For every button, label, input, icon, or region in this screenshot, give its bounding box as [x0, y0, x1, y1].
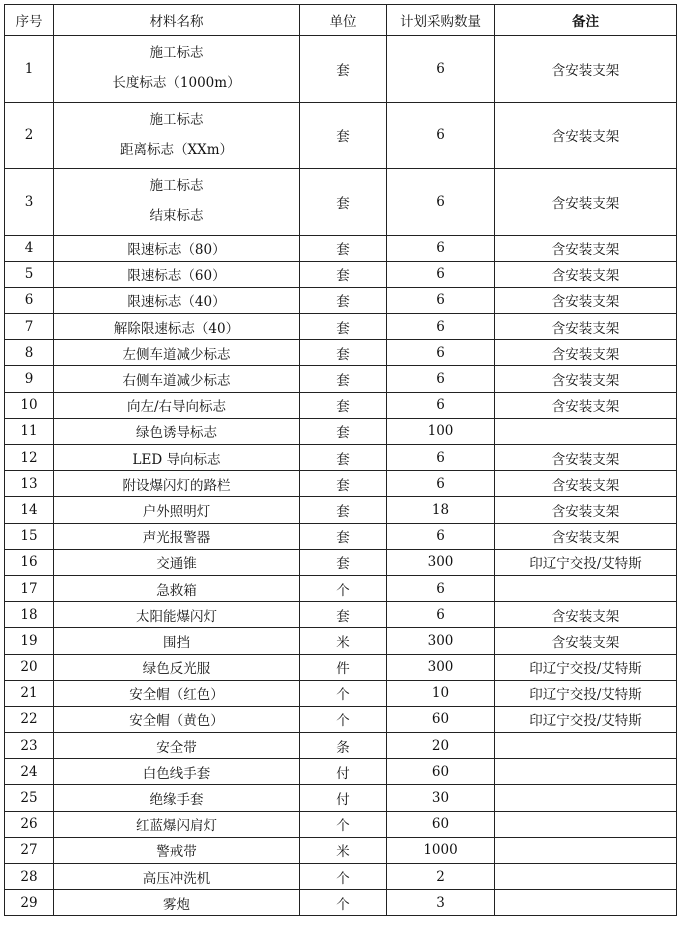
table-row — [5, 36, 677, 103]
cell-unit: 米 — [300, 628, 387, 654]
cell-note — [495, 785, 677, 811]
cell-unit: 套 — [300, 261, 387, 287]
table-row — [5, 523, 677, 549]
table-row — [5, 549, 677, 575]
table-row — [5, 602, 677, 628]
cell-qty: 6 — [387, 366, 495, 392]
cell-seq: 3 — [5, 169, 54, 236]
cell-qty: 6 — [387, 340, 495, 366]
cell-unit: 付 — [300, 785, 387, 811]
cell-unit: 套 — [300, 602, 387, 628]
cell-seq: 24 — [5, 759, 54, 785]
cell-note: 含安装支架 — [495, 628, 677, 654]
cell-qty: 6 — [387, 575, 495, 601]
cell-name: 向左/右导向标志 — [54, 392, 300, 418]
cell-name: 交通锥 — [54, 549, 300, 575]
table-row — [5, 628, 677, 654]
cell-name — [54, 36, 300, 103]
cell-name: 安全帽（黄色） — [54, 706, 300, 732]
cell-qty: 300 — [387, 654, 495, 680]
cell-qty: 6 — [387, 445, 495, 471]
cell-unit: 付 — [300, 759, 387, 785]
cell-seq: 11 — [5, 418, 54, 444]
cell-name: 绿色反光服 — [54, 654, 300, 680]
cell-seq: 15 — [5, 523, 54, 549]
cell-qty: 6 — [387, 169, 495, 236]
cell-name: 户外照明灯 — [54, 497, 300, 523]
cell-unit: 套 — [300, 549, 387, 575]
table-row — [5, 340, 677, 366]
cell-qty: 20 — [387, 733, 495, 759]
cell-name: 绿色诱导标志 — [54, 418, 300, 444]
cell-name: 安全帽（红色） — [54, 680, 300, 706]
cell-name — [54, 102, 300, 169]
cell-unit: 米 — [300, 837, 387, 863]
cell-name: 红蓝爆闪肩灯 — [54, 811, 300, 837]
cell-unit: 套 — [300, 523, 387, 549]
cell-seq: 19 — [5, 628, 54, 654]
cell-seq: 13 — [5, 471, 54, 497]
cell-qty: 6 — [387, 392, 495, 418]
cell-name-line: 结束标志 — [149, 208, 204, 225]
table-row — [5, 811, 677, 837]
cell-qty: 100 — [387, 418, 495, 444]
header-name: 材料名称 — [54, 5, 300, 36]
table-row — [5, 314, 677, 340]
cell-name: LED 导向标志 — [54, 445, 300, 471]
cell-note: 含安装支架 — [495, 471, 677, 497]
table-row — [5, 418, 677, 444]
cell-seq: 6 — [5, 287, 54, 313]
cell-note: 含安装支架 — [495, 445, 677, 471]
cell-unit: 套 — [300, 102, 387, 169]
cell-note: 印辽宁交投/艾特斯 — [495, 549, 677, 575]
cell-note: 印辽宁交投/艾特斯 — [495, 680, 677, 706]
cell-unit: 套 — [300, 471, 387, 497]
cell-note: 含安装支架 — [495, 261, 677, 287]
cell-seq: 7 — [5, 314, 54, 340]
cell-unit: 条 — [300, 733, 387, 759]
cell-seq: 5 — [5, 261, 54, 287]
table-row — [5, 169, 677, 236]
table-row — [5, 759, 677, 785]
cell-qty: 6 — [387, 287, 495, 313]
cell-note: 含安装支架 — [495, 602, 677, 628]
table-row — [5, 392, 677, 418]
cell-name: 太阳能爆闪灯 — [54, 602, 300, 628]
cell-qty: 3 — [387, 890, 495, 916]
cell-name: 围挡 — [54, 628, 300, 654]
cell-seq: 21 — [5, 680, 54, 706]
cell-seq: 8 — [5, 340, 54, 366]
cell-unit: 套 — [300, 366, 387, 392]
cell-unit: 个 — [300, 890, 387, 916]
cell-note: 含安装支架 — [495, 102, 677, 169]
cell-unit: 套 — [300, 287, 387, 313]
cell-name — [54, 169, 300, 236]
cell-note: 印辽宁交投/艾特斯 — [495, 706, 677, 732]
table-row — [5, 890, 677, 916]
cell-seq: 25 — [5, 785, 54, 811]
cell-name-line: 距离标志（XXm） — [119, 141, 234, 158]
cell-seq: 23 — [5, 733, 54, 759]
table-row — [5, 680, 677, 706]
cell-qty: 6 — [387, 314, 495, 340]
cell-unit: 套 — [300, 36, 387, 103]
cell-note: 含安装支架 — [495, 497, 677, 523]
cell-note: 含安装支架 — [495, 235, 677, 261]
cell-unit: 套 — [300, 340, 387, 366]
cell-qty: 60 — [387, 759, 495, 785]
cell-qty: 60 — [387, 706, 495, 732]
cell-seq: 28 — [5, 864, 54, 890]
cell-name: 白色线手套 — [54, 759, 300, 785]
cell-name: 左侧车道减少标志 — [54, 340, 300, 366]
cell-name: 限速标志（60） — [54, 261, 300, 287]
cell-qty: 2 — [387, 864, 495, 890]
header-qty: 计划采购数量 — [387, 5, 495, 36]
cell-name: 绝缘手套 — [54, 785, 300, 811]
table-row — [5, 706, 677, 732]
table-row — [5, 837, 677, 863]
table-row — [5, 287, 677, 313]
cell-note — [495, 811, 677, 837]
table-row — [5, 733, 677, 759]
cell-name: 高压冲洗机 — [54, 864, 300, 890]
cell-seq: 16 — [5, 549, 54, 575]
cell-seq: 12 — [5, 445, 54, 471]
cell-seq: 27 — [5, 837, 54, 863]
cell-seq: 9 — [5, 366, 54, 392]
cell-note: 含安装支架 — [495, 287, 677, 313]
cell-unit: 套 — [300, 235, 387, 261]
cell-name-line: 施工标志 — [149, 178, 204, 195]
cell-note: 含安装支架 — [495, 392, 677, 418]
cell-name: 安全带 — [54, 733, 300, 759]
cell-seq: 22 — [5, 706, 54, 732]
cell-note — [495, 418, 677, 444]
cell-qty: 6 — [387, 102, 495, 169]
cell-qty: 6 — [387, 235, 495, 261]
cell-unit: 个 — [300, 706, 387, 732]
cell-name-line: 长度标志（1000m） — [112, 75, 241, 92]
table-row — [5, 366, 677, 392]
header-seq: 序号 — [5, 5, 54, 36]
cell-seq: 18 — [5, 602, 54, 628]
cell-note: 含安装支架 — [495, 340, 677, 366]
materials-table — [4, 4, 677, 916]
cell-unit: 个 — [300, 811, 387, 837]
cell-qty: 6 — [387, 471, 495, 497]
cell-note — [495, 575, 677, 601]
cell-unit: 个 — [300, 575, 387, 601]
table-row — [5, 261, 677, 287]
cell-name-line: 施工标志 — [149, 111, 204, 128]
cell-name-line: 施工标志 — [149, 45, 204, 62]
cell-unit: 套 — [300, 445, 387, 471]
cell-qty: 18 — [387, 497, 495, 523]
table-row — [5, 575, 677, 601]
cell-unit: 个 — [300, 680, 387, 706]
cell-note — [495, 864, 677, 890]
cell-note — [495, 733, 677, 759]
cell-seq: 29 — [5, 890, 54, 916]
cell-seq: 14 — [5, 497, 54, 523]
header-unit: 单位 — [300, 5, 387, 36]
cell-note: 含安装支架 — [495, 314, 677, 340]
cell-qty: 60 — [387, 811, 495, 837]
cell-seq: 1 — [5, 36, 54, 103]
cell-qty: 6 — [387, 523, 495, 549]
cell-unit: 件 — [300, 654, 387, 680]
cell-seq: 10 — [5, 392, 54, 418]
cell-note: 含安装支架 — [495, 169, 677, 236]
cell-name: 限速标志（80） — [54, 235, 300, 261]
cell-note — [495, 759, 677, 785]
cell-name: 附设爆闪灯的路栏 — [54, 471, 300, 497]
table-row — [5, 235, 677, 261]
cell-qty: 10 — [387, 680, 495, 706]
cell-name: 急救箱 — [54, 575, 300, 601]
cell-name: 右侧车道减少标志 — [54, 366, 300, 392]
cell-seq: 26 — [5, 811, 54, 837]
cell-name: 警戒带 — [54, 837, 300, 863]
table-row — [5, 102, 677, 169]
cell-seq: 17 — [5, 575, 54, 601]
cell-note: 印辽宁交投/艾特斯 — [495, 654, 677, 680]
cell-note — [495, 890, 677, 916]
cell-qty: 300 — [387, 628, 495, 654]
table-row — [5, 471, 677, 497]
cell-qty: 6 — [387, 36, 495, 103]
header-note: 备注 — [495, 5, 677, 36]
table-row — [5, 654, 677, 680]
cell-qty: 1000 — [387, 837, 495, 863]
cell-qty: 30 — [387, 785, 495, 811]
cell-name: 解除限速标志（40） — [54, 314, 300, 340]
table-body — [5, 36, 677, 916]
cell-unit: 套 — [300, 314, 387, 340]
cell-unit: 个 — [300, 864, 387, 890]
cell-unit: 套 — [300, 169, 387, 236]
header-row — [5, 5, 677, 36]
cell-qty: 300 — [387, 549, 495, 575]
cell-qty: 6 — [387, 602, 495, 628]
cell-qty: 6 — [387, 261, 495, 287]
cell-unit: 套 — [300, 418, 387, 444]
cell-note: 含安装支架 — [495, 366, 677, 392]
cell-unit: 套 — [300, 497, 387, 523]
table-row — [5, 785, 677, 811]
cell-name: 声光报警器 — [54, 523, 300, 549]
cell-note: 含安装支架 — [495, 523, 677, 549]
table-row — [5, 445, 677, 471]
cell-seq: 20 — [5, 654, 54, 680]
cell-unit: 套 — [300, 392, 387, 418]
cell-seq: 2 — [5, 102, 54, 169]
table-row — [5, 864, 677, 890]
cell-seq: 4 — [5, 235, 54, 261]
cell-name: 限速标志（40） — [54, 287, 300, 313]
cell-name: 雾炮 — [54, 890, 300, 916]
cell-note: 含安装支架 — [495, 36, 677, 103]
table-row — [5, 497, 677, 523]
cell-note — [495, 837, 677, 863]
